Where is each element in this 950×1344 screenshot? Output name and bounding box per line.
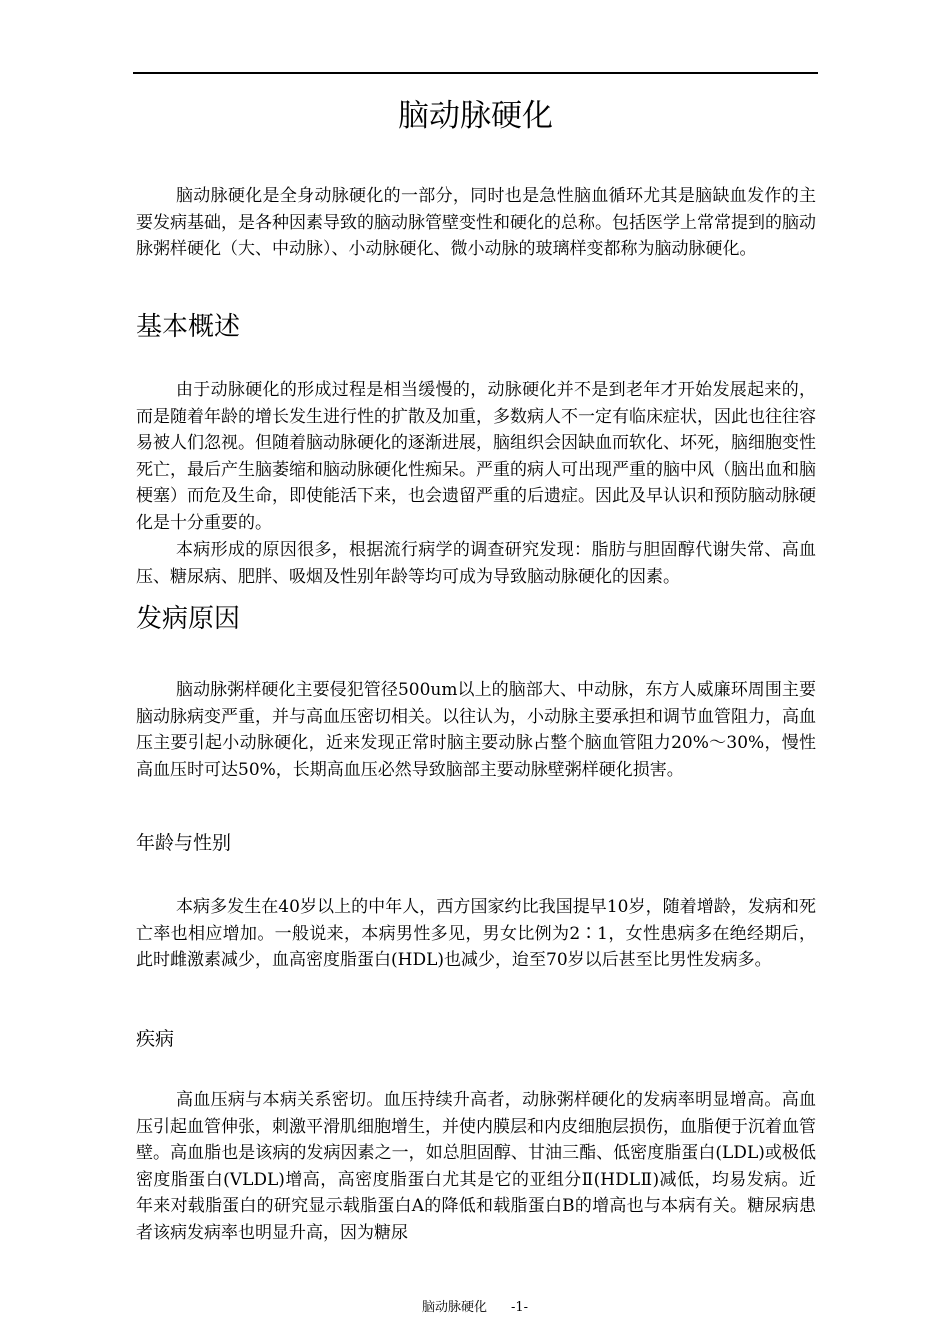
- disease-paragraph: 高血压病与本病关系密切。血压持续升高者，动脉粥样硬化的发病率明显增高。高血压引起血管伸张，刺激平滑肌细胞增生，并使内膜层和内皮细胞层损伤，血脂便于沉着血管壁。高血脂也是该病的发病因素之一，如总胆固醇、甘油三酯、低密度脂蛋白(LDL)或极低密度脂蛋白(VLDL)增高，高密度脂蛋白尤其是它的亚组分Ⅱ(HDLⅡ)减低，均易发病。近年来对载脂蛋白的研究显示载脂蛋白A的降低和载脂蛋白B的增高也与本病有关。糖尿病患者该病发病率也明显升高，因为糖尿: [136, 1090, 816, 1243]
- page-number: -1-: [510, 1300, 529, 1315]
- page-title: 脑动脉硬化: [398, 98, 553, 134]
- section-heading-disease: 疾病: [136, 1028, 175, 1050]
- intro-paragraph: 脑动脉硬化是全身动脉硬化的一部分，同时也是急性脑血循环尤其是脑缺血发作的主要发病基础，是各种因素导致的脑动脉管壁变性和硬化的总称。包括医学上常常提到的脑动脉粥样硬化（大、中动脉）、小动脉硬化、微小动脉的玻璃样变都称为脑动脉硬化。: [136, 186, 816, 260]
- section-heading-causes: 发病原因: [136, 604, 241, 634]
- page-footer: [0, 1300, 950, 1316]
- section-heading-age-sex: 年龄与性别: [136, 832, 232, 854]
- section-heading-overview: 基本概述: [136, 312, 241, 342]
- overview-paragraph-1: 由于动脉硬化的形成过程是相当缓慢的，动脉硬化并不是到老年才开始发展起来的，而是随着年龄的增长发生进行性的扩散及加重，多数病人不一定有临床症状，因此也往往容易被人们忽视。但随着脑动脉硬化的逐渐进展，脑组织会因缺血而软化、坏死，脑细胞变性死亡，最后产生脑萎缩和脑动脉硬化性痴呆。严重的病人可出现严重的脑中风（脑出血和脑梗塞）而危及生命，即使能活下来，也会遗留严重的后遗症。因此及早认识和预防脑动脉硬化是十分重要的。: [136, 380, 816, 533]
- causes-paragraph: 脑动脉粥样硬化主要侵犯管径500um以上的脑部大、中动脉，东方人威廉环周围主要脑动脉病变严重，并与高血压密切相关。以往认为，小动脉主要承担和调节血管阻力，高血压主要引起小动脉硬化，近来发现正常时脑主要动脉占整个脑血管阻力20%～30%，慢性高血压时可达50%，长期高血压必然导致脑部主要动脉壁粥样硬化损害。: [136, 680, 816, 780]
- age-sex-paragraph: 本病多发生在40岁以上的中年人，西方国家约比我国提早10岁，随着增龄，发病和死亡率也相应增加。一般说来，本病男性多见，男女比例为2∶1，女性患病多在绝经期后，此时雌激素减少，血高密度脂蛋白(HDL)也减少，迨至70岁以后甚至比男性发病多。: [136, 897, 816, 971]
- footer-title: 脑动脉硬化: [421, 1300, 487, 1315]
- header-rule: [133, 72, 818, 74]
- overview-paragraph-2: 本病形成的原因很多，根据流行病学的调查研究发现：脂肪与胆固醇代谢失常、高血压、糖尿病、肥胖、吸烟及性别年龄等均可成为导致脑动脉硬化的因素。: [136, 540, 816, 587]
